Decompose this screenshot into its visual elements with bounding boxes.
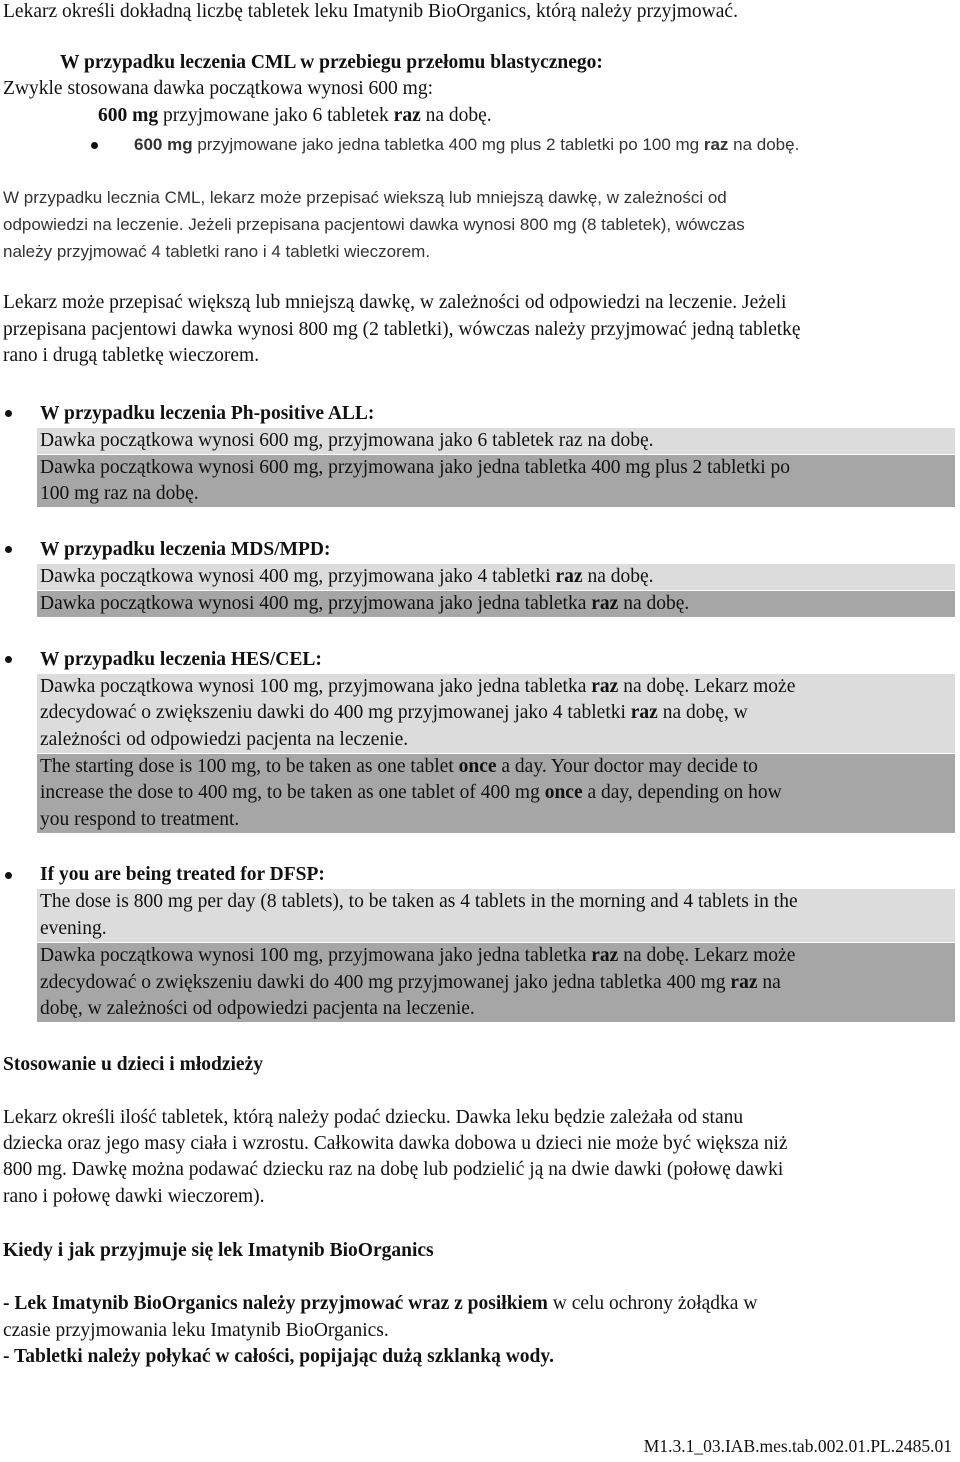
general-para-line: Lekarz może przepisać większą lub mniejszą dawkę, w zależności od odpowiedzi na leczenie. Jeżeli	[3, 292, 787, 313]
dfsp-dark-text: zdecydować o zwiększeniu dawki do 400 mg przyjmowanej jako jedna tabletka 400 mg raz na	[40, 972, 781, 993]
cml-para-line: należy przyjmować 4 tabletki rano i 4 tabletki wieczorem.	[3, 242, 431, 261]
bullet-icon	[91, 142, 98, 149]
cml-para-line: odpowiedzi na leczenie. Jeżeli przepisana pacjentowi dawka wynosi 800 mg (8 tabletek), wówczas	[3, 215, 745, 234]
all-heading: W przypadku leczenia Ph-positive ALL:	[40, 403, 375, 424]
hes-light-text: Dawka początkowa wynosi 100 mg, przyjmowana jako jedna tabletka raz na dobę. Lekarz może	[40, 676, 796, 697]
mds-dark-text: Dawka początkowa wynosi 400 mg, przyjmowana jako jedna tabletka raz na dobę.	[40, 593, 690, 614]
general-para-line: rano i drugą tabletkę wieczorem.	[3, 345, 260, 366]
mds-light-text: Dawka początkowa wynosi 400 mg, przyjmowana jako 4 tabletki raz na dobę.	[40, 566, 654, 587]
bullet-icon	[5, 872, 12, 879]
dfsp-dark-text: dobę, w zależności od odpowiedzi pacjenta na leczenie.	[40, 998, 475, 1019]
general-para-line: przepisana pacjentowi dawka wynosi 800 mg (2 tabletki), wówczas należy przyjmować jedną tabletkę	[3, 319, 801, 340]
document-code-footer: M1.3.1_03.IAB.mes.tab.002.01.PL.2485.01	[643, 1436, 952, 1456]
cml-blast-usual-dose: Zwykle stosowana dawka początkowa wynosi 600 mg:	[3, 78, 433, 99]
hes-dark-text: increase the dose to 400 mg, to be taken as one tablet of 400 mg once a day, depending on how	[40, 782, 782, 803]
howto-line: czasie przyjmowania leku Imatynib BioOrganics.	[3, 1320, 389, 1341]
hes-light-text: zdecydować o zwiększeniu dawki do 400 mg przyjmowanej jako 4 tabletki raz na dobę, w	[40, 702, 748, 723]
hes-light-text: zależności od odpowiedzi pacjenta na leczenie.	[40, 729, 409, 750]
all-dark-text: Dawka początkowa wynosi 600 mg, przyjmowana jako jedna tabletka 400 mg plus 2 tabletki po	[40, 457, 791, 478]
hes-dark-text: The starting dose is 100 mg, to be taken as one tablet once a day. Your doctor may decide to	[40, 756, 758, 777]
bullet-icon	[5, 656, 12, 663]
children-para-line: dziecka oraz jego masy ciała i wzrostu. Całkowita dawka dobowa u dzieci nie może być większa niż	[3, 1133, 788, 1154]
intro-line: Lekarz określi dokładną liczbę tabletek leku Imatynib BioOrganics, którą należy przyjmować.	[3, 1, 738, 22]
cml-blast-option-1: 600 mg przyjmowane jako 6 tabletek raz na dobę.	[98, 105, 492, 126]
children-para-line: Lekarz określi ilość tabletek, którą należy podać dziecku. Dawka leku będzie zależała od stanu	[3, 1107, 744, 1128]
howto-heading: Kiedy i jak przyjmuje się lek Imatynib BioOrganics	[3, 1240, 434, 1261]
all-light-text: Dawka początkowa wynosi 600 mg, przyjmowana jako 6 tabletek raz na dobę.	[40, 430, 654, 451]
cml-blast-heading: W przypadku leczenia CML w przebiegu przełomu blastycznego:	[60, 52, 603, 73]
mds-heading: W przypadku leczenia MDS/MPD:	[40, 539, 331, 560]
children-heading: Stosowanie u dzieci i młodzieży	[3, 1054, 263, 1075]
hes-dark-text: you respond to treatment.	[40, 809, 240, 830]
dfsp-light-text: The dose is 800 mg per day (8 tablets), to be taken as 4 tablets in the morning and 4 tablets in the	[40, 891, 798, 912]
all-dark-text: 100 mg raz na dobę.	[40, 483, 199, 504]
hes-heading: W przypadku leczenia HES/CEL:	[40, 649, 322, 670]
dfsp-dark-text: Dawka początkowa wynosi 100 mg, przyjmowana jako jedna tabletka raz na dobę. Lekarz może	[40, 945, 796, 966]
cml-para-line: W przypadku lecznia CML, lekarz może przepisać wiekszą lub mniejszą dawkę, w zależności od	[3, 188, 727, 207]
children-para-line: 800 mg. Dawkę można podawać dziecku raz na dobę lub podzielić ją na dwie dawki (połowę dawki	[3, 1159, 784, 1180]
cml-blast-option-2: 600 mg przyjmowane jako jedna tabletka 400 mg plus 2 tabletki po 100 mg raz na dobę.	[134, 135, 800, 154]
howto-line: - Tabletki należy połykać w całości, popijając dużą szklanką wody.	[3, 1346, 554, 1367]
children-para-line: rano i połowę dawki wieczorem).	[3, 1186, 265, 1207]
dfsp-heading: If you are being treated for DFSP:	[40, 864, 325, 885]
howto-line: - Lek Imatynib BioOrganics należy przyjmować wraz z posiłkiem w celu ochrony żołądka w	[3, 1293, 758, 1314]
bullet-icon	[5, 410, 12, 417]
dfsp-light-text: evening.	[40, 918, 107, 939]
bullet-icon	[5, 546, 12, 553]
